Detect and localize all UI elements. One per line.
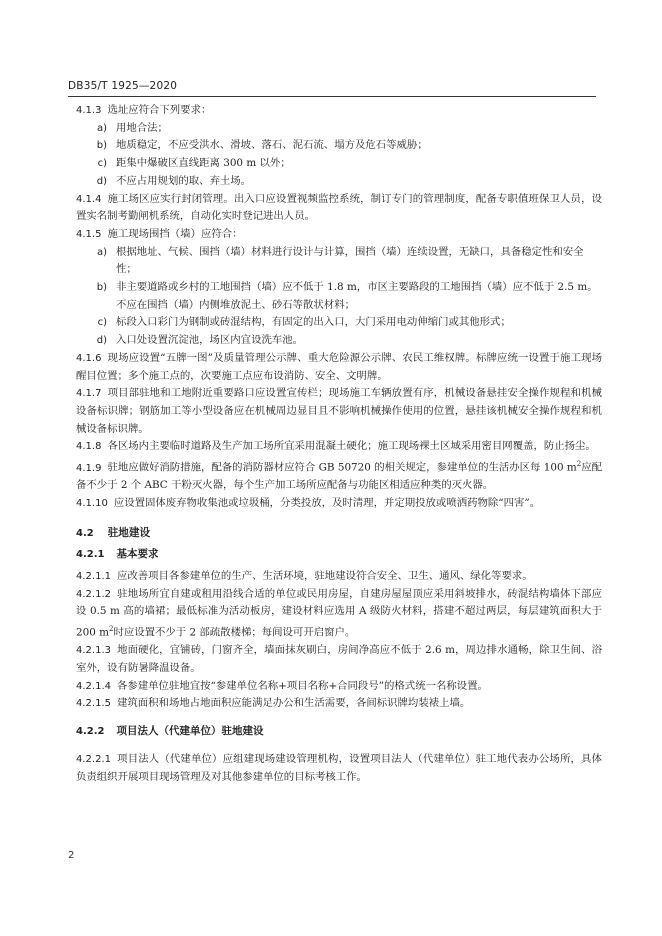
section-title: 驻地建设 (107, 526, 151, 539)
list-mark: c) (97, 158, 107, 170)
clause-text: 驻地场所宜自建或租用沿线合适的单位或民用房屋，自建房屋屋顶应采用斜坡排水，砖混结构墙体下部应设 0.5 m 高的墙裙；最低标准为活动板房，建设材料应选用 A 级防火材料，搭建不超过两层，每层建筑面积大于 200 m (76, 587, 602, 639)
list-text: 不应占用规划的取、弃土场。 (116, 174, 252, 187)
list-mark: d) (96, 175, 107, 187)
clause-number: 4.1.8 (76, 441, 102, 453)
clause-4-2-1-1 (76, 568, 602, 586)
list-item (76, 173, 602, 191)
clause-number: 4.1.5 (76, 228, 102, 240)
clause-text: 施工场区应实行封闭管理。出入口应设置视频监控系统，制订专门的管理制度，配备专职值班保卫人员，设置实名制考勤闸机系统，自动化实时登记进出人员。 (76, 192, 602, 223)
list-mark: a) (96, 246, 107, 258)
list-item (76, 279, 602, 314)
list-mark: a) (96, 122, 107, 134)
list-text: 入口处设置沉淀池，场区内宜设洗车池。 (116, 334, 304, 347)
superscript: 2 (109, 625, 114, 634)
section-title: 项目法人（代建单位）驻地建设 (116, 725, 264, 738)
list-item (76, 155, 602, 173)
clause-number: 4.2.1.2 (76, 588, 111, 600)
clause-number: 4.1.7 (76, 388, 102, 400)
clause-4-1-8 (76, 438, 602, 456)
spacer (76, 713, 602, 719)
clause-4-2-1-2 (76, 586, 602, 643)
clause-4-2-2-1 (76, 751, 602, 786)
page-number: 2 (68, 850, 75, 861)
list-text: 标段入口彩门为钢制或砖混结构，有固定的出入口，大门采用电动伸缩门或其他形式； (116, 316, 511, 329)
list-mark: c) (97, 317, 107, 329)
clause-4-1-4 (76, 191, 602, 226)
list-mark: b) (96, 282, 107, 294)
clause-number: 4.1.6 (76, 352, 102, 364)
superscript: 2 (576, 460, 582, 469)
clause-text: 各区场内主要临时道路及生产加工场所宜采用混凝土硬化；施工现场裸土区域采用密目网覆盖，防止扬尘。 (107, 440, 596, 453)
list-item (76, 332, 602, 350)
clause-text: 各参建单位驻地宜按“参建单位名称+项目名称+合同段号”的格式统一名称设置。 (117, 679, 488, 692)
clause-number: 4.1.4 (76, 193, 102, 205)
clause-4-2-1-4 (76, 678, 602, 696)
section-number: 4.2 (76, 527, 94, 539)
clause-text: 建筑面积和场地占地面积应能满足办公和生活需要，各间标识牌均装裱上墙。 (117, 697, 471, 710)
clause-text-cont: 时应设置不少于 2 部疏散楼梯；每间设可开启窗户。 (113, 626, 356, 639)
list-mark: b) (96, 140, 107, 152)
clause-text: 选址应符合下列要求： (107, 104, 212, 116)
list-text: 距集中爆破区直线距离 300 m 以外； (116, 157, 291, 170)
list-item (76, 244, 602, 279)
clause-text: 应设置固体废弃物收集池或垃圾桶，分类投放，及时清理，并定期投放或喷洒药物除“四害”。 (113, 496, 541, 509)
subsection-heading-4-2-2 (76, 723, 602, 741)
section-title: 基本要求 (116, 548, 159, 561)
clause-number: 4.2.1.4 (76, 680, 111, 692)
clause-4-1-3 (76, 102, 602, 120)
clause-number: 4.2.1.3 (76, 645, 111, 657)
clause-number: 4.1.3 (76, 105, 102, 116)
document-body (76, 102, 602, 786)
clause-text: 驻地应做好消防措施，配备的消防器材应符合 GB 50720 的相关规定，参建单位的生活办区每 100 m (107, 461, 577, 474)
list-item (76, 137, 602, 155)
section-heading-4-2 (76, 525, 602, 543)
clause-number: 4.2.1.1 (76, 571, 111, 583)
clause-text: 现场应设置“五牌一图”及质量管理公示牌、重大危险源公示牌、农民工维权牌。标牌应统一设置于施工现场醒目位置；多个施工点的，次要施工点应布设消防、安全、文明牌。 (76, 351, 602, 382)
clause-number: 4.2.1.5 (76, 698, 111, 710)
clause-4-1-9 (76, 456, 602, 495)
clause-4-2-1-5 (76, 695, 602, 713)
clause-4-2-1-3 (76, 642, 602, 677)
clause-text: 施工现场围挡（墙）应符合： (107, 227, 243, 240)
clause-number: 4.1.9 (76, 462, 102, 474)
list-mark: d) (96, 335, 107, 347)
section-number: 4.2.2 (76, 726, 105, 738)
clause-4-1-10 (76, 495, 602, 513)
section-number: 4.2.1 (76, 549, 105, 561)
clause-4-1-7 (76, 385, 602, 438)
clause-4-1-5 (76, 226, 602, 244)
subsection-heading-4-2-1 (76, 546, 602, 564)
clause-text: 项目法人（代建单位）应组建现场建设管理机构，设置项目法人（代建单位）驻工地代表办公场所，具体负责组织开展项目现场管理及对其他参建单位的目标考核工作。 (76, 752, 602, 783)
clause-4-1-6 (76, 350, 602, 385)
document-code: DB35/T 1925—2020 (68, 80, 178, 92)
list-item (76, 120, 602, 138)
clause-text: 项目部驻地和工地附近重要路口应设置宣传栏；现场施工车辆放置有序，机械设备悬挂安全操作规程和机械设备标识牌；钢筋加工等小型设备应在机械周边显目且不影响机械操作使用的位置，悬挂该机械安全操作规程和机械设备标识牌。 (76, 387, 602, 435)
clause-text: 应改善项目各参建单位的生产、生活环境，驻地建设符合安全、卫生、通风、绿化等要求。 (117, 570, 533, 583)
list-text: 非主要道路或乡村的工地围挡（墙）应不低于 1.8 m，市区主要路段的工地围挡（墙）应不低于 2.5 m。不应在围挡（墙）内侧堆放泥土、砂石等散状材料； (116, 281, 598, 311)
list-text: 根据地址、气候、围挡（墙）材料进行设计与计算，围挡（墙）连续设置，无缺口，具备稳定性和安全性； (116, 245, 584, 276)
header-rule (68, 96, 596, 97)
list-text: 地质稳定，不应受洪水、滑坡、落石、泥石流、塌方及危石等威胁； (116, 139, 428, 152)
clause-number: 4.2.2.1 (76, 753, 111, 765)
clause-number: 4.1.10 (76, 497, 108, 509)
clause-text-cont: 应配备不少于 2 个 ABC 干粉灭火器，每个生产加工场所应配备与功能区相适应种类的灭火器。 (76, 461, 603, 492)
list-text: 用地合法； (116, 121, 168, 134)
clause-text: 地面硬化，宜铺砖，门窗齐全，墙面抹灰刷白，房间净高应不低于 2.6 m，周边排水通畅，除卫生间、浴室外，设有防暑降温设备。 (76, 644, 602, 675)
list-item (76, 314, 602, 332)
